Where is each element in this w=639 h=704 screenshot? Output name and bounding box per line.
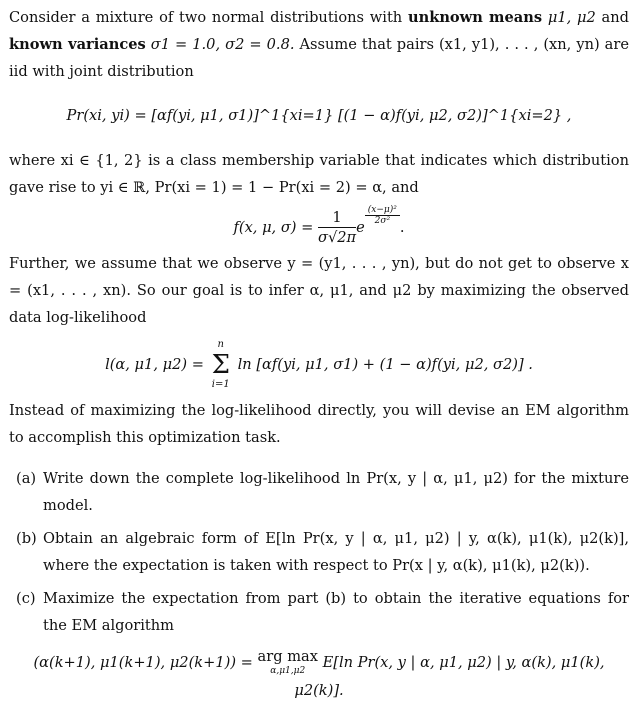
means-math: μ1, μ2 (547, 9, 596, 26)
item-label: (a) (16, 469, 37, 487)
intro-text-2: and (595, 9, 629, 26)
list-item (9, 525, 629, 579)
item-text: Write down the complete log-likelihood ln Pr(x, y | α, μ1, μ2) for the mixture model. (43, 469, 629, 514)
em-instruction-paragraph: Instead of maximizing the log-likelihood directly, you will devise an EM algorithm to accomplish this optimization task. (9, 401, 629, 446)
intro-paragraph (9, 4, 629, 85)
em-rhs: E[ln Pr(x, y | α, μ1, μ2) | y, α(k), μ1(k), μ2(k)]. (294, 653, 605, 699)
item-label: (c) (16, 589, 36, 607)
summation-symbol: n Σ i=1 (211, 338, 230, 390)
item-text: Obtain an algebraic form of E[ln Pr(x, y | α, μ1, μ2) | y, α(k), μ1(k), μ2(k)], where the expectation is taken with respect to Pr(x | y, α(k), μ1(k), μ2(k)). (43, 529, 629, 574)
observation-paragraph: Further, we assume that we observe y = (y1, . . . , yn), but do not get to observe x = (x1, . . . , xn). So our goal is to infer α, μ1, and μ2 by maximizing the observed data log-likelihood (9, 254, 629, 326)
list-item (9, 585, 629, 639)
exponent-denominator: 2σ² (374, 216, 391, 226)
density-lhs: f(x, μ, σ) = (233, 219, 314, 236)
intro-text-3: Assume that pairs (x1, y1), . . . , (xn, yn) are iid with joint distribution (9, 36, 630, 80)
joint-distribution-equation: Pr(xi, yi) = [αf(yi, μ1, σ1)]^1{xi=1} [(1 − α)f(yi, μ2, σ2)]^1{xi=2} , (66, 107, 572, 124)
task-list (9, 465, 629, 639)
argmax-operator (258, 649, 318, 677)
loglik-rhs: ln [αf(yi, μ1, σ1) + (1 − α)f(yi, μ2, σ2)] . (237, 355, 533, 373)
em-update-equation (9, 649, 629, 704)
exponent-fraction (365, 205, 400, 227)
unknown-means-bold: unknown means (407, 9, 543, 26)
argmax-subscript: α,μ1,μ2 (270, 665, 306, 676)
density-numerator: 1 (318, 209, 356, 228)
intro-text-1: Consider a mixture of two normal distributions with (9, 9, 408, 26)
density-fraction (318, 209, 356, 248)
sum-upper-limit: n (217, 338, 224, 350)
membership-paragraph: where xi ∈ {1, 2} is a class membership variable that indicates which distribution gave rise to yi ∈ ℝ, Pr(xi = 1) = 1 − Pr(xi = 2) = α, and (9, 152, 629, 196)
density-denominator: σ√2π (318, 228, 357, 246)
item-text: Maximize the expectation from part (b) to obtain the iterative equations for the EM algorithm (43, 589, 629, 634)
list-item (9, 465, 629, 519)
exponent-numerator: (x−μ)² (365, 205, 400, 216)
em-lhs: (α(k+1), μ1(k+1), μ2(k+1)) = (33, 653, 253, 671)
item-label: (b) (16, 529, 37, 547)
log-likelihood-equation (9, 339, 629, 391)
variances-math: σ1 = 1.0, σ2 = 0.8. (150, 36, 295, 53)
density-equation: f(x, μ, σ) = $\frac{1}{\sigma√2\pi}$ e $\frac{\text{(x−μ)²}}{\text{2σ²}}$ . (233, 205, 405, 246)
argmax-label: arg max (257, 647, 318, 665)
known-variances-bold: known variances (9, 36, 146, 53)
loglik-lhs: l(α, μ1, μ2) = (105, 355, 204, 373)
sum-lower-limit: i=1 (211, 378, 230, 390)
